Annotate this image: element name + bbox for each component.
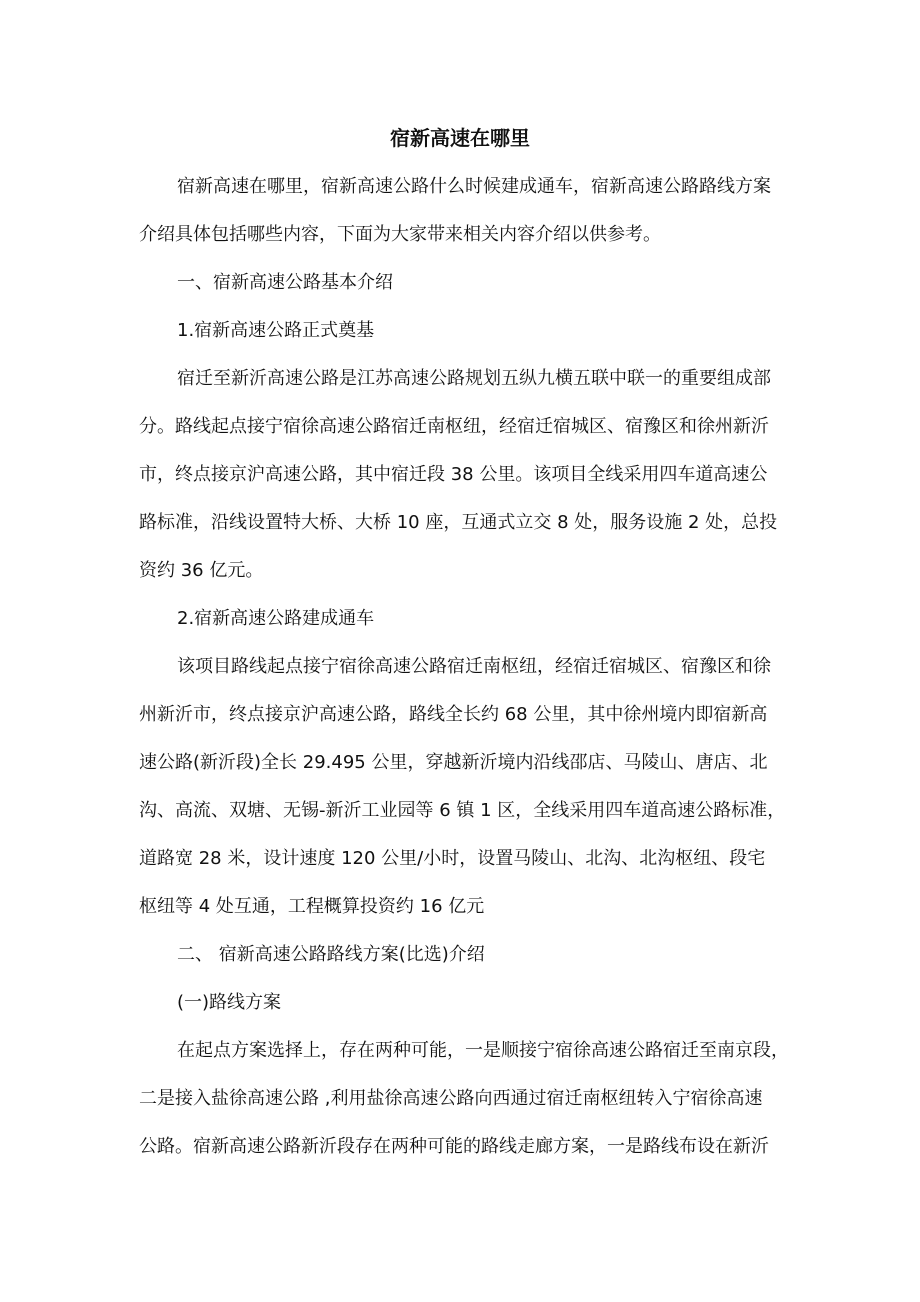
paragraph-1-line-1: 宿迁至新沂高速公路是江苏高速公路规划五纵九横五联中联一的重要组成部 bbox=[177, 368, 771, 389]
page-title: 宿新高速在哪里 bbox=[390, 126, 530, 150]
subheading-1: 1.宿新高速公路正式奠基 bbox=[177, 320, 375, 341]
section-heading-1: 一、宿新高速公路基本介绍 bbox=[177, 272, 393, 293]
paragraph-1-line-5: 资约 36 亿元。 bbox=[139, 560, 264, 581]
subheading-2: 2.宿新高速公路建成通车 bbox=[177, 608, 375, 629]
subheading-3: (一)路线方案 bbox=[177, 992, 282, 1013]
paragraph-2-line-6: 枢纽等 4 处互通，工程概算投资约 16 亿元 bbox=[139, 896, 485, 917]
section-heading-2: 二、 宿新高速公路路线方案(比选)介绍 bbox=[177, 944, 485, 965]
paragraph-3-line-3: 公路。宿新高速公路新沂段存在两种可能的路线走廊方案，一是路线布设在新沂 bbox=[139, 1136, 769, 1157]
paragraph-1-line-4: 路标准，沿线设置特大桥、大桥 10 座，互通式立交 8 处，服务设施 2 处，总投 bbox=[139, 512, 778, 533]
paragraph-2-line-5: 道路宽 28 米，设计速度 120 公里/小时，设置马陵山、北沟、北沟枢纽、段宅 bbox=[139, 848, 766, 869]
paragraph-1-line-2: 分。路线起点接宁宿徐高速公路宿迁南枢纽，经宿迁宿城区、宿豫区和徐州新沂 bbox=[139, 416, 769, 437]
paragraph-1-line-3: 市，终点接京沪高速公路，其中宿迁段 38 公里。该项目全线采用四车道高速公 bbox=[139, 464, 768, 485]
paragraph-2-line-1: 该项目路线起点接宁宿徐高速公路宿迁南枢纽，经宿迁宿城区、宿豫区和徐 bbox=[177, 656, 771, 677]
paragraph-2-line-4: 沟、高流、双塘、无锡-新沂工业园等 6 镇 1 区，全线采用四车道高速公路标准， bbox=[139, 800, 786, 821]
intro-line-1: 宿新高速在哪里，宿新高速公路什么时候建成通车，宿新高速公路路线方案 bbox=[177, 176, 771, 197]
paragraph-2-line-3: 速公路(新沂段)全长 29.495 公里，穿越新沂境内沿线邵店、马陵山、唐店、北 bbox=[139, 752, 768, 773]
paragraph-2-line-2: 州新沂市，终点接京沪高速公路，路线全长约 68 公里，其中徐州境内即宿新高 bbox=[139, 704, 768, 725]
intro-line-2: 介绍具体包括哪些内容，下面为大家带来相关内容介绍以供参考。 bbox=[139, 224, 661, 245]
paragraph-3-line-2: 二是接入盐徐高速公路 ,利用盐徐高速公路向西通过宿迁南枢纽转入宁宿徐高速 bbox=[139, 1088, 763, 1109]
paragraph-3-line-1: 在起点方案选择上，存在两种可能，一是顺接宁宿徐高速公路宿迁至南京段， bbox=[177, 1040, 789, 1061]
